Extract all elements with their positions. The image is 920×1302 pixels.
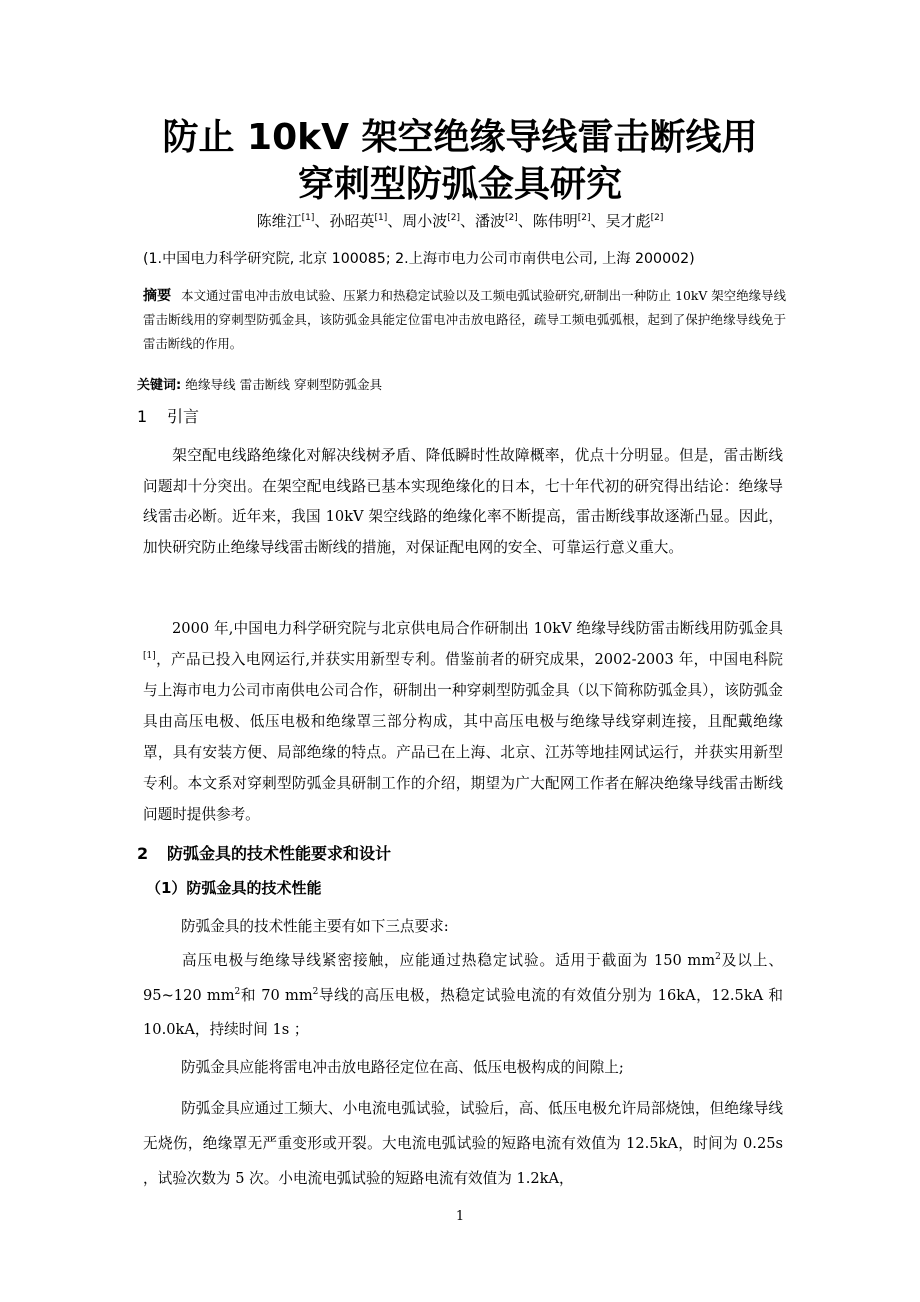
abstract-text: 本文通过雷电冲击放电试验、压紧力和热稳定试验以及工频电弧试验研究,研制出一种防止 10kV 架空绝缘导线雷击断线用的穿刺型防弧金具，该防弧金具能定位雷电冲击放电路径，疏导工频电弧弧根，起到了保护绝缘导线免于雷击断线的作用。 [143,288,786,351]
abstract [143,284,786,356]
paragraph-text: 防弧金具的技术性能主要有如下三点要求: [181,918,449,935]
keywords-text: 绝缘导线 雷击断线 穿刺型防弧金具 [185,377,383,392]
author-separator: 、 [314,212,330,230]
paper-title-line-2: 穿刺型防弧金具研究 [297,164,622,205]
paper-title-line-1: 防止 10kV 架空绝缘导线雷击断线用 [162,117,758,158]
paragraph-text: 高压电极与绝缘导线紧密接触，应能通过热稳定试验。适用于截面为 150 mm [181,952,716,969]
page-number: 1 [455,1209,465,1224]
author-separator: 、 [459,212,475,230]
keywords-label: 关键词: [137,378,182,393]
author-separator: 、 [387,212,403,230]
author: 周小波 [402,212,448,230]
author-ref: [2] [505,213,518,223]
paragraph-text: 防弧金具应能将雷电冲击放电路径定位在高、低压电极构成的间隙上; [181,1059,624,1076]
paragraph [143,613,783,830]
author: 吴才彪 [605,212,651,230]
paragraph [143,1052,783,1083]
paragraph [143,911,783,942]
author-list [0,210,920,232]
author-ref: [2] [650,213,664,223]
paragraph [143,441,783,564]
paragraph [143,1091,783,1196]
author-ref: [2] [577,213,591,223]
author-ref: [2] [447,213,460,223]
section-heading-2 [137,842,391,866]
subsection-heading: （1）防弧金具的技术性能 [146,879,322,897]
superscript: 2 [234,986,241,997]
paragraph [143,944,783,1048]
superscript: 2 [715,952,721,963]
superscript: 2 [312,986,319,997]
section-title: 防弧金具的技术性能要求和设计 [167,844,392,863]
paragraph-text: 及以上、95~120 mm [143,952,783,1004]
paragraph-text: 导线的高压电极，热稳定试验电流的有效值分别为 16kA，12.5kA 和 10.0kA，持续时间 1s ； [143,986,784,1038]
section-title: 引言 [167,407,200,426]
keywords [137,374,787,397]
author-ref: [1] [301,213,315,223]
author: 陈维江 [256,212,302,230]
author-separator: 、 [517,212,533,230]
paragraph-text: ，产品已投入电网运行,并获实用新型专利。借鉴前者的研究成果，2002-2003 年，中国电科院与上海市电力公司市南供电公司合作，研制出一种穿刺型防弧金具（以下简称防弧金具），该防弧金具由高压电极、低压电极和绝缘罩三部分构成，其中高压电极与绝缘导线穿刺连接，且配戴绝缘罩，具有安装方便、局部绝缘的特点。产品已在上海、北京、江苏等地挂网试运行，并获实用新型专利。本文系对穿刺型防弧金具研制工作的介绍，期望为广大配网工作者在解决绝缘导线雷击断线问题时提供参考。 [143,651,783,823]
paragraph-text: 2000 年,中国电力科学研究院与北京供电局合作研制出 10kV 绝缘导线防雷击断线用防弧金具 [172,620,783,637]
citation-ref: [1] [143,651,156,662]
section-number: 2 [137,844,149,863]
author: 陈伟明 [532,212,578,230]
paragraph-text: 架空配电线路绝缘化对解决线树矛盾、降低瞬时性故障概率，优点十分明显。但是，雷击断线问题却十分突出。在架空配电线路已基本实现绝缘化的日本，七十年代初的研究得出结论：绝缘导线雷击必断。近年来，我国 10kV 架空线路的绝缘化率不断提高，雷击断线事故逐渐凸显。因此，加快研究防止绝缘导线雷击断线的措施，对保证配电网的安全、可靠运行意义重大。 [143,447,783,557]
author-separator: 、 [590,212,606,230]
abstract-label: 摘要 [143,288,172,304]
author: 孙昭英 [329,212,375,230]
paragraph-text: 和 70 mm [240,986,313,1004]
section-heading-1 [137,405,199,429]
author-ref: [1] [374,213,388,223]
affiliation: (1.中国电力科学研究院, 北京 100085; 2.上海市电力公司市南供电公司, 上海 200002) [143,251,695,267]
author: 潘波 [475,212,506,230]
paragraph-text: 防弧金具应通过工频大、小电流电弧试验，试验后，高、低压电极允许局部烧蚀，但绝缘导线无烧伤，绝缘罩无严重变形或开裂。大电流电弧试验的短路电流有效值为 12.5kA，时间为 0.25s ，试验次数为 5 次。小电流电弧试验的短路电流有效值为 1.2kA， [143,1100,783,1187]
section-number: 1 [137,407,148,426]
